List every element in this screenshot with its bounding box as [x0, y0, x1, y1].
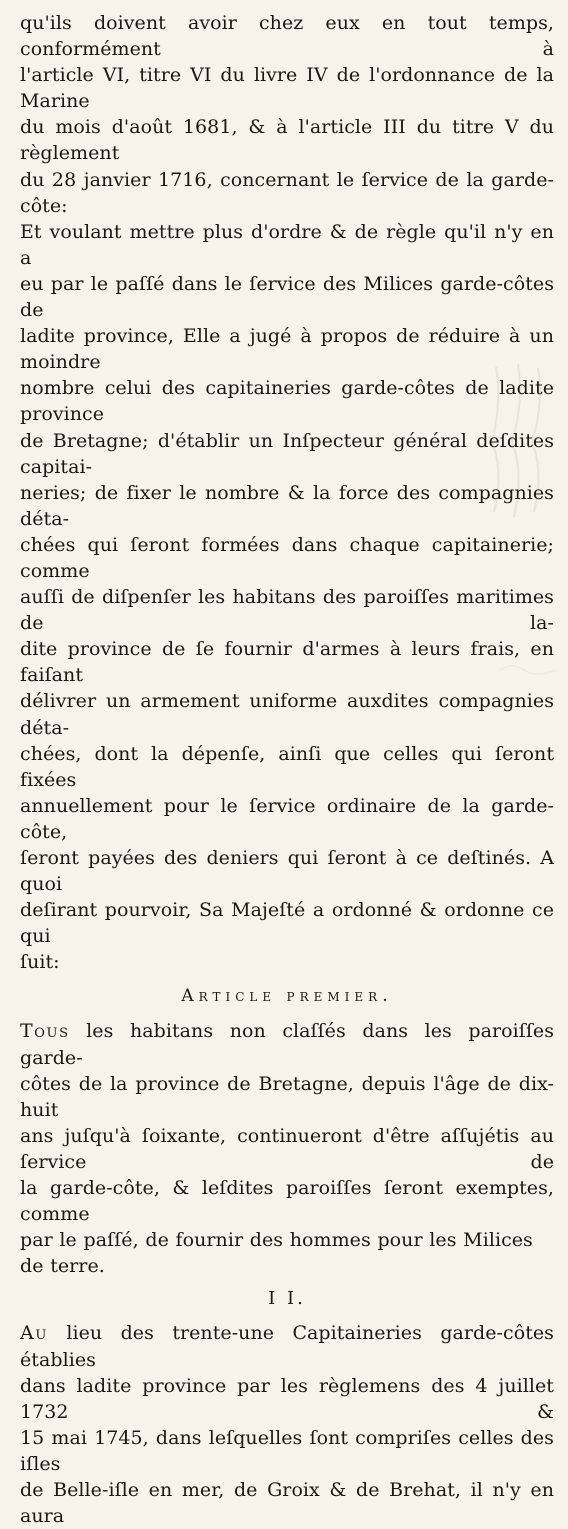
text-line: eu par le paſſé dans le ſervice des Milices garde-côtes de: [20, 272, 554, 322]
text-line: par le paſſé, de fournir des hommes pour les Milices de terre.: [20, 1229, 533, 1278]
text-line: ans juſqu'à ſoixante, continueront d'être aſſujétis au ſervice de: [20, 1124, 554, 1173]
text-line: dans ladite province par les règlemens des 4 juillet 1732 &: [20, 1374, 554, 1423]
text-line: neries; de fixer le nombre & la force des compagnies déta-: [20, 481, 554, 530]
text-line: 15 mai 1745, dans leſquelles ſont compriſes celles des iſles: [20, 1426, 554, 1475]
text-line: [20, 1320, 554, 1372]
article-heading: Article premier.: [181, 986, 393, 1007]
line-text: lieu des trente-une Capitaineries garde-côtes établies: [20, 1322, 554, 1371]
text-line: annuellement pour le ſervice ordinaire de la garde-côte,: [20, 794, 554, 843]
text-line: l'article VI, titre VI du livre IV de l'ordonnance de la Marine: [20, 64, 554, 113]
text-line: la garde-côte, & leſdites paroiſſes ſeront exemptes, comme: [20, 1177, 554, 1226]
lead-word: Au: [20, 1322, 48, 1345]
text-line: deſirant pourvoir, Sa Majeſté a ordonné & ordonne ce qui: [20, 899, 554, 948]
text-line: de Bretagne; d'établir un Inſpecteur général deſdites capitai-: [20, 429, 554, 478]
article-2-paragraph: [20, 1320, 554, 1529]
text-line: ſuit:: [20, 951, 60, 974]
text-line: ladite province, Elle a jugé à propos de réduire à un moindre: [20, 325, 554, 374]
text-line: dite province de ſe fournir d'armes à leurs frais, en faiſant: [20, 638, 554, 687]
line-text: les habitans non claſſés dans les paroiſſes garde-: [20, 1020, 554, 1069]
text-line: ſeront payées des deniers qui ſeront à ce deſtinés. A quoi: [20, 847, 554, 896]
article-1-paragraph: [20, 1018, 554, 1279]
text-line: auſſi de diſpenſer les habitans des paroiſſes maritimes de la-: [20, 586, 554, 635]
text-line: qu'ils doivent avoir chez eux en tout temps, conformément à: [20, 12, 554, 61]
text-line: [20, 1018, 554, 1070]
text-line: Et voulant mettre plus d'ordre & de règle qu'il n'y en a: [20, 220, 554, 269]
lead-word: Tous: [20, 1020, 70, 1043]
text-line: chées, dont la dépenſe, ainſi que celles qui ſeront fixées: [20, 742, 554, 791]
text-line: chées qui ſeront formées dans chaque capitainerie; comme: [20, 533, 554, 582]
text-line: du mois d'août 1681, & à l'article III du titre V du règlement: [20, 116, 554, 165]
text-line: côtes de la province de Bretagne, depuis l'âge de dix-huit: [20, 1072, 554, 1121]
section-number: I I.: [268, 1288, 306, 1310]
preamble-paragraph: [20, 10, 554, 975]
text-line: nombre celui des capitaineries garde-côtes de ladite province: [20, 377, 554, 426]
text-line: du 28 janvier 1716, concernant le ſervice de la garde-côte:: [20, 168, 554, 217]
text-line: délivrer un armement uniforme auxdites compagnies déta-: [20, 690, 554, 739]
text-line: de Belle-iſle en mer, de Groix & de Brehat, il n'y en aura: [20, 1478, 554, 1528]
